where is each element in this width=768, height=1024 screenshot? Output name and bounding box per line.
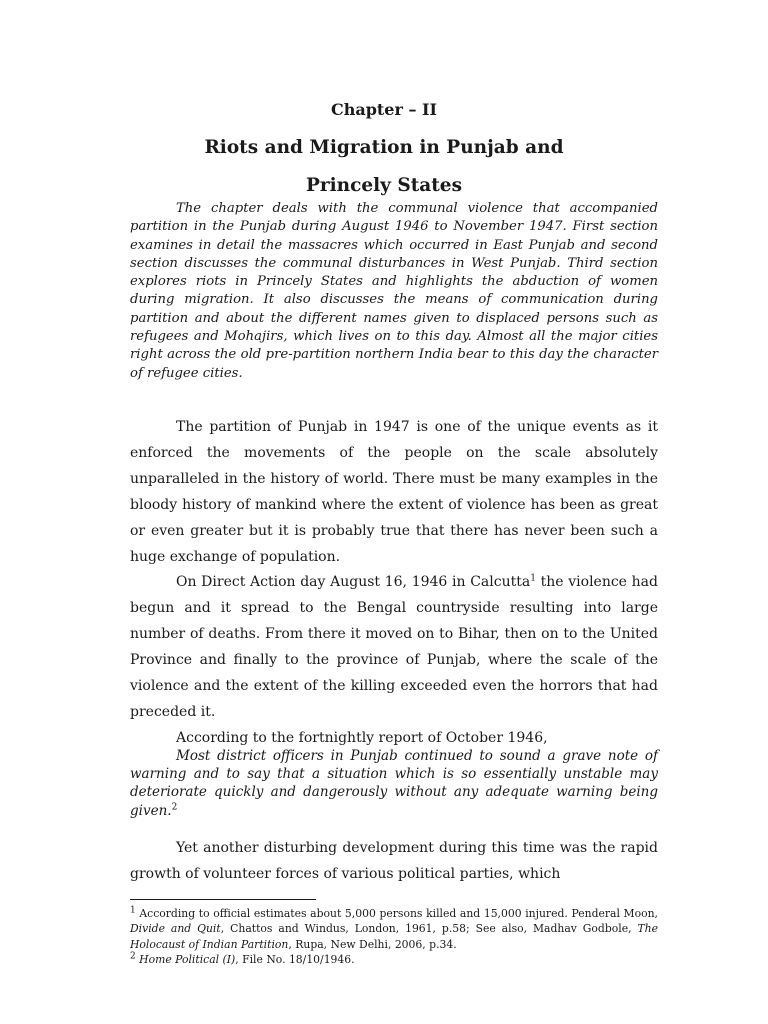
footnote-2-text: , File No. 18/10/1946.	[235, 953, 355, 967]
footnote-1-number: 1	[130, 905, 136, 916]
block-quote	[130, 747, 658, 820]
footnote-2-source: Home Political (I)	[139, 953, 236, 967]
footnote-1-book-1: Divide and Quit	[130, 922, 221, 936]
footnote-1-text-b: , Chattos and Windus, London, 1961, p.58; See also, Madhav Godbole,	[220, 922, 638, 936]
chapter-abstract	[130, 200, 658, 383]
paragraph-1: The partition of Punjab in 1947 is one of the unique events as it enforced the movements of the people on the scale absolutely unparalleled in the history of world. There must be many examples in the bloody history of mankind where the extent of violence has been as great or even greater but it is probably true that there has never been such a huge exchange of population.	[130, 419, 658, 565]
quote-text: Most district officers in Punjab continued to sound a grave note of warning and to say that a situation which is so essentially unstable may deteriorate quickly and dangerously without any adequate warning being given.	[130, 748, 658, 819]
paragraph-2-start: On Direct Action day August 16, 1946 in Calcutta	[176, 574, 531, 591]
footnote-2-number: 2	[130, 951, 136, 962]
footnote-1-text-a: According to official estimates about 5,000 persons killed and 15,000 injured. Penderal Moon,	[135, 907, 658, 920]
chapter-title-line-1: Riots and Migration in Punjab and	[204, 137, 564, 158]
chapter-title-line-2: Princely States	[305, 175, 462, 196]
footnote-1-book-2: The Holocaust of Indian Partition	[130, 922, 658, 951]
paragraph-4: Yet another disturbing development during this time was the rapid growth of volunteer forces of various political parties, which	[130, 840, 658, 882]
body-text-continued	[130, 836, 658, 888]
body-text	[130, 415, 658, 752]
footnote-ref-1: 1	[530, 573, 536, 584]
paragraph-2	[130, 570, 658, 725]
footnote-divider	[130, 899, 316, 900]
abstract-text: The chapter deals with the communal violence that accompanied partition in the Punjab during August 1946 to November 1947. First section examines in detail the massacres which occurred in East Punjab and second section discusses the communal disturbances in West Punjab. Third section explores riots in Princely States and highlights the abduction of women during migration. It also discusses the means of communication during partition and about the different names given to displaced persons such as refugees and Mohajirs, which lives on to this day. Almost all the major cities right across the old pre-partition northern India bear to this day the character of refugee cities.	[130, 201, 658, 381]
footnote-ref-2: 2	[171, 802, 178, 813]
footnotes	[130, 906, 658, 968]
footnote-1	[130, 906, 658, 952]
paragraph-3: According to the fortnightly report of October 1946,	[176, 729, 548, 746]
chapter-title	[0, 129, 768, 205]
footnote-2	[130, 952, 658, 967]
footnote-1-text-c: , Rupa, New Delhi, 2006, p.34.	[288, 937, 457, 951]
chapter-label: Chapter – II	[330, 100, 438, 119]
paragraph-2-end: the violence had begun and it spread to the Bengal countryside resulting into large number of deaths. From there it moved on to Bihar, then on to the United Province and finally to the province of Punjab, where the scale of the violence and the extent of the killing exceeded even the horrors that had preceded it.	[130, 574, 658, 720]
